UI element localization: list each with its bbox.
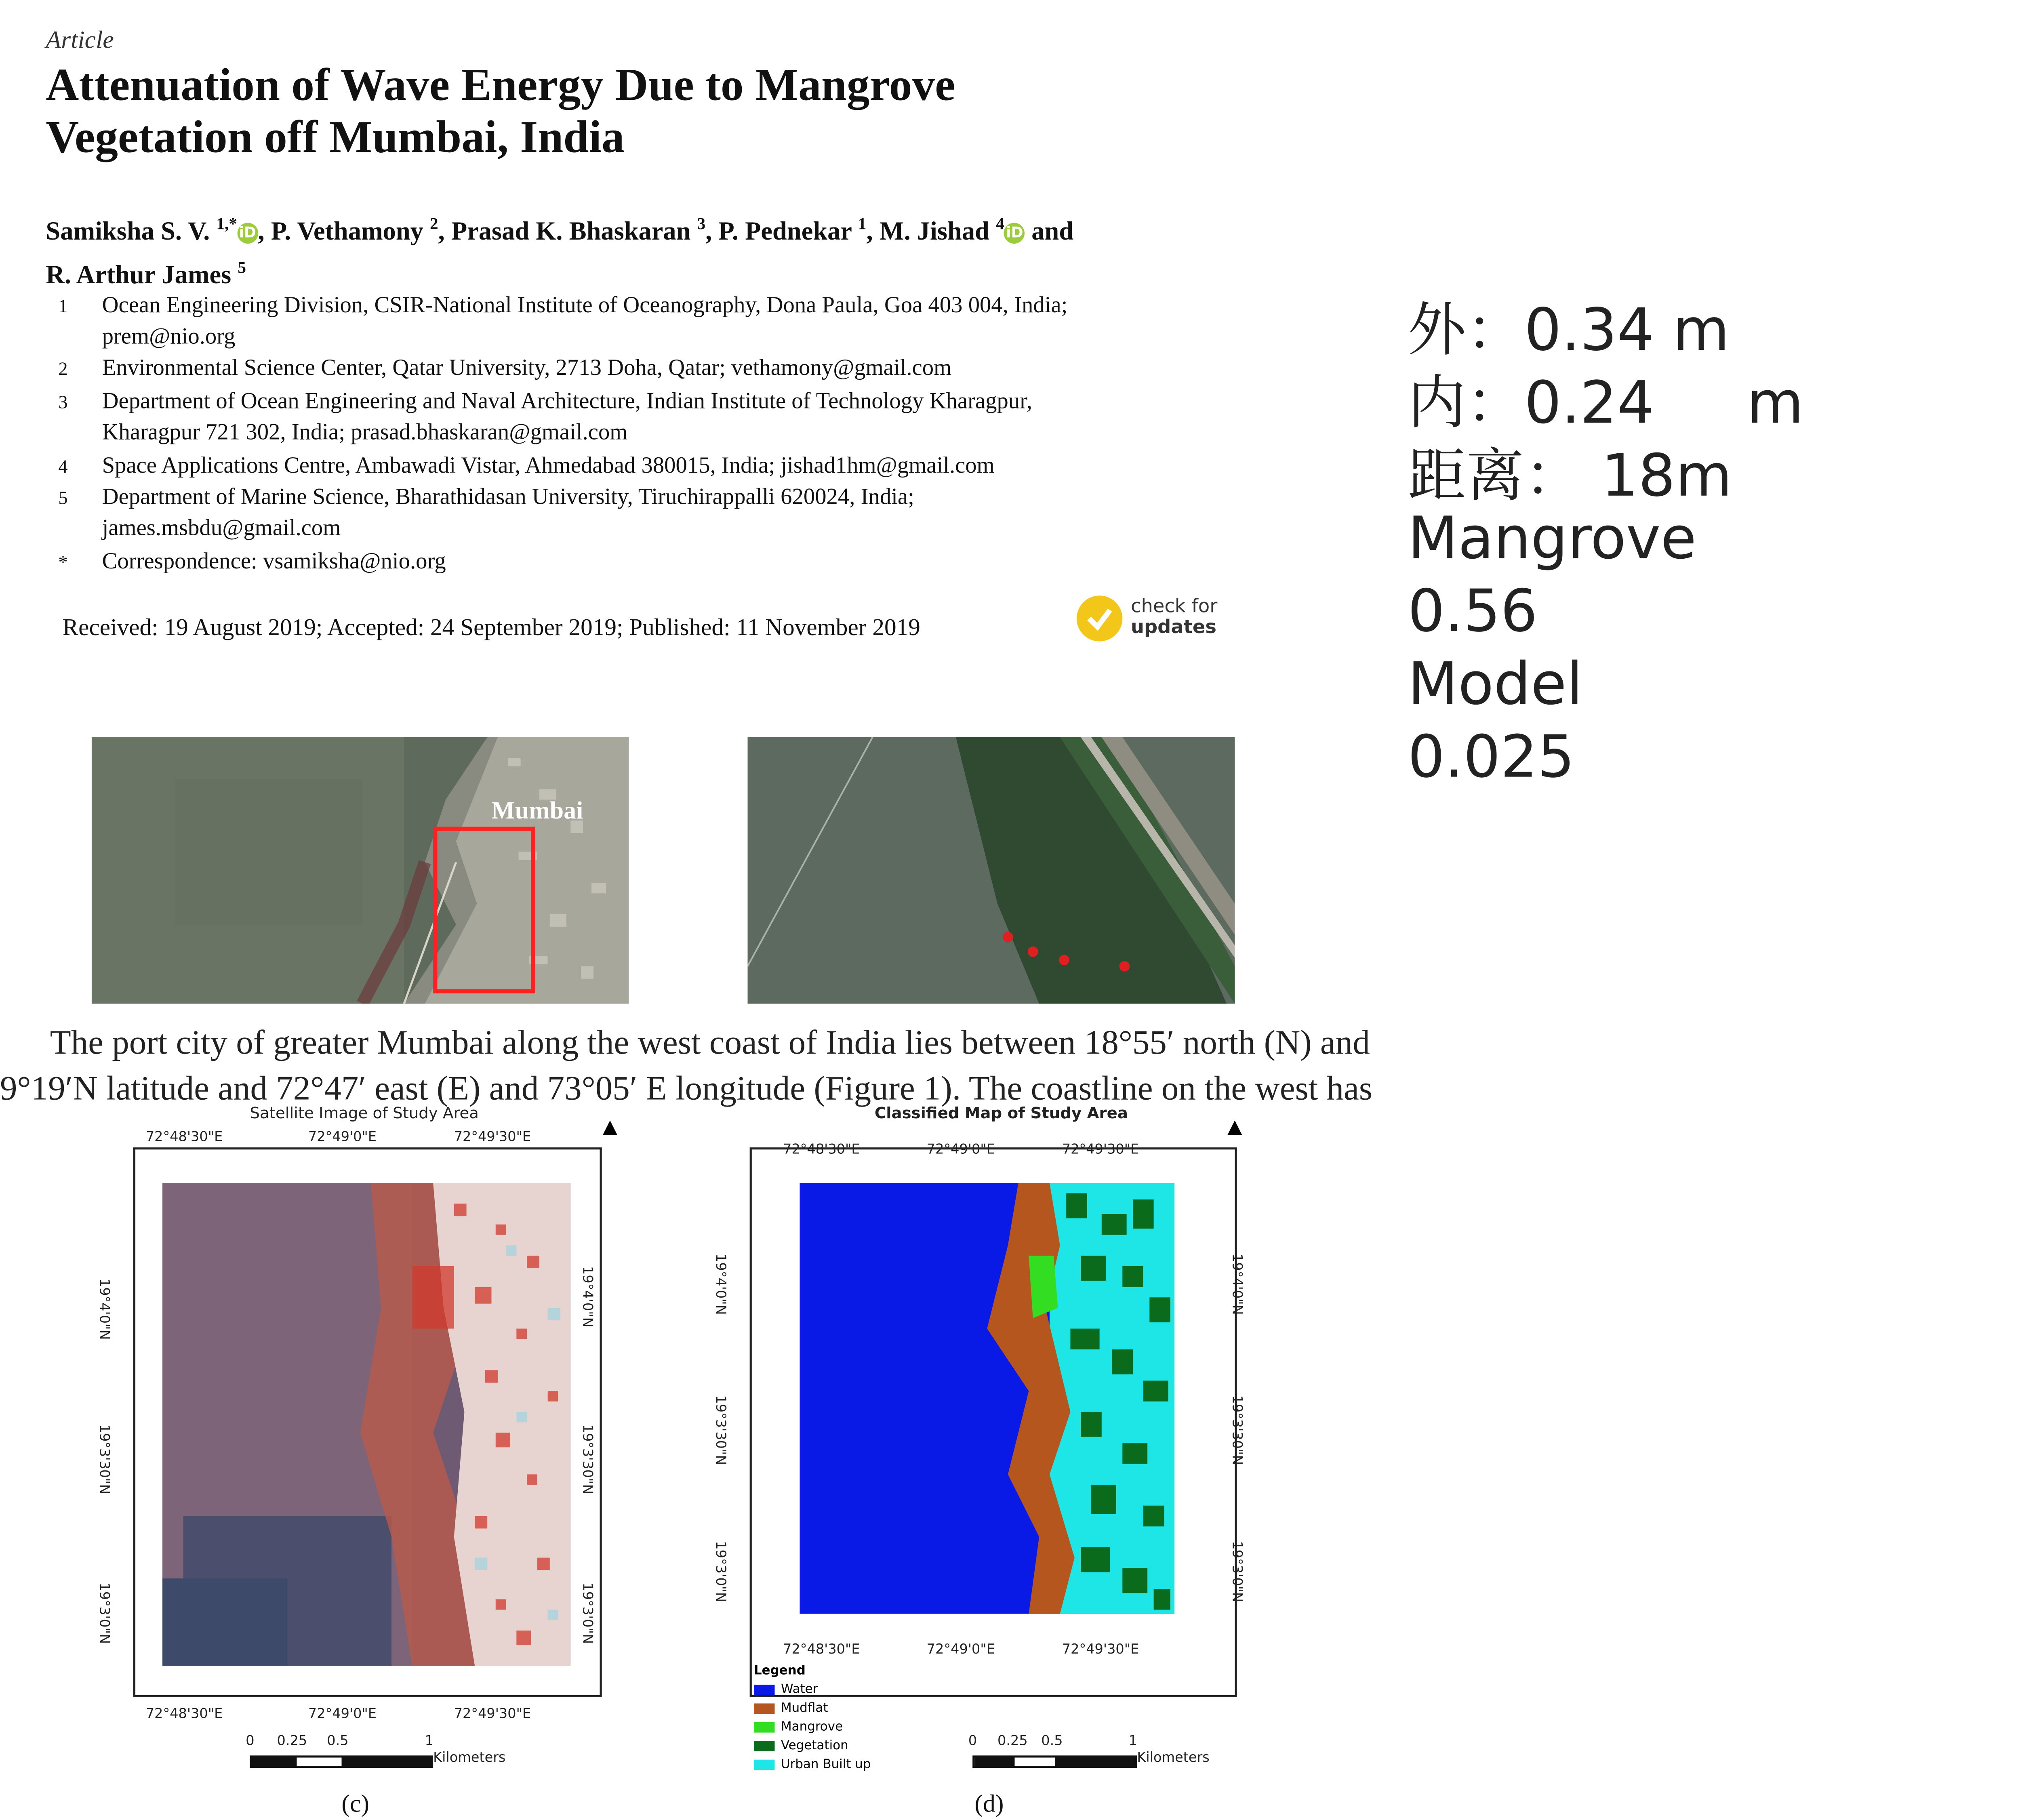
scale-unit: Kilometers xyxy=(1137,1749,1210,1766)
map-title: Satellite Image of Study Area xyxy=(250,1103,479,1123)
author-list xyxy=(46,206,1233,293)
author-affiliation-ref: 3 xyxy=(697,214,706,234)
map-y-tick: 19°3'30"N xyxy=(96,1424,113,1494)
map-y-tick: 19°3'0"N xyxy=(1229,1541,1246,1603)
author-name: , P. Pednekar xyxy=(705,217,852,246)
map-x-tick: 72°48'30"E xyxy=(145,1705,223,1722)
map-title: Classified Map of Study Area xyxy=(874,1103,1128,1123)
affiliation-line: Space Applications Centre, Ambawadi Vistar, Ahmedabad 380015, India; jishad1hm@gmail.com xyxy=(102,454,995,479)
correspondence-item xyxy=(102,548,1227,580)
body-text-line: The port city of greater Mumbai along the west coast of India lies between 18°55′ north (N) and xyxy=(50,1022,1370,1062)
legend-swatch xyxy=(754,1703,775,1714)
scale-bar xyxy=(250,1755,433,1768)
figure-panel-d xyxy=(712,1103,1266,1818)
author-affiliation-ref: 4 xyxy=(996,214,1004,234)
publication-dates: Received: 19 August 2019; Accepted: 24 September 2019; Published: 11 November 2019 xyxy=(62,616,920,642)
affiliation-number: 1 xyxy=(58,295,68,317)
orcid-icon[interactable]: iD xyxy=(237,223,258,244)
affiliation-item xyxy=(102,292,1227,356)
photo-city-label: Mumbai xyxy=(491,795,583,825)
north-arrow-icon: ▲ xyxy=(1222,1112,1248,1141)
scale-tick: 0 xyxy=(246,1732,255,1749)
author-name: , Prasad K. Bhaskaran xyxy=(438,217,691,246)
scale-tick: 1 xyxy=(425,1732,433,1749)
map-y-tick: 19°3'30"N xyxy=(1229,1395,1246,1465)
map-y-tick: 19°3'0"N xyxy=(579,1582,596,1644)
map-y-tick: 19°3'30"N xyxy=(579,1424,596,1494)
legend-label: Water xyxy=(781,1682,818,1697)
map-y-tick: 19°3'0"N xyxy=(96,1582,113,1644)
satellite-photo-mumbai xyxy=(92,737,629,1004)
author-affiliation-ref: 5 xyxy=(238,258,246,277)
affiliation-item xyxy=(102,387,1227,452)
satellite-image-study-area xyxy=(162,1183,570,1666)
map-y-tick: 19°4'0"N xyxy=(1229,1254,1246,1315)
map-x-tick: 72°48'30"E xyxy=(145,1128,223,1146)
figure-panel-label: (c) xyxy=(341,1788,370,1818)
author-name: , P. Vethamony xyxy=(258,217,423,246)
map-x-tick: 72°49'30"E xyxy=(1062,1641,1139,1658)
legend-swatch xyxy=(754,1685,775,1695)
scale-tick: 0.5 xyxy=(327,1732,349,1749)
author-name: , M. Jishad xyxy=(866,217,989,246)
affiliation-line: Ocean Engineering Division, CSIR-National Institute of Oceanography, Dona Paula, Goa 403 004, India; xyxy=(102,293,1068,319)
note-model-value: 0.025 xyxy=(1408,722,1575,791)
legend-swatch xyxy=(754,1722,775,1733)
legend-swatch xyxy=(754,1760,775,1770)
map-x-tick: 72°48'30"E xyxy=(783,1641,860,1658)
map-x-tick: 72°49'0"E xyxy=(308,1128,377,1146)
legend-label: Urban Built up xyxy=(781,1757,871,1772)
figure-panel-c xyxy=(96,1103,635,1818)
map-y-tick: 19°3'30"N xyxy=(712,1395,729,1465)
scale-tick: 0.25 xyxy=(997,1732,1028,1749)
affiliation-number: 4 xyxy=(58,456,68,477)
note-outer-height: 外：0.34 m xyxy=(1408,295,1730,365)
affiliation-line[interactable]: prem@nio.org xyxy=(102,326,236,351)
article-type-label: Article xyxy=(46,25,114,55)
legend-swatch xyxy=(754,1741,775,1751)
affiliation-line: Correspondence: vsamiksha@nio.org xyxy=(102,549,446,575)
map-y-tick: 19°4'0"N xyxy=(712,1254,729,1315)
map-x-tick: 72°49'0"E xyxy=(926,1641,995,1658)
affiliation-number: 2 xyxy=(58,358,68,379)
paper-title xyxy=(46,58,1212,162)
orcid-icon[interactable]: iD xyxy=(1004,223,1025,244)
author-affiliation-ref: 1 xyxy=(858,214,867,234)
title-line-2: Vegetation off Mumbai, India xyxy=(46,110,625,163)
check-updates-line: updates xyxy=(1130,617,1217,638)
affiliation-item xyxy=(102,354,1227,386)
affiliation-line: james.msbdu@gmail.com xyxy=(102,517,341,543)
affiliation-line: Department of Ocean Engineering and Naval Architecture, Indian Institute of Technology Kharagpur, xyxy=(102,389,1033,414)
scale-tick: 0.5 xyxy=(1041,1732,1063,1749)
author-affiliation-ref: 1,* xyxy=(216,214,237,234)
map-y-tick: 19°4'0"N xyxy=(96,1278,113,1340)
title-line-1: Attenuation of Wave Energy Due to Mangrove xyxy=(46,58,955,111)
note-distance: 距离： 18m xyxy=(1408,441,1732,510)
check-updates-label xyxy=(1131,600,1217,640)
map-y-tick: 19°3'0"N xyxy=(712,1541,729,1603)
affiliation-number: 5 xyxy=(58,487,68,508)
body-text-line: 9°19′N latitude and 72°47′ east (E) and 73°05′ E longitude (Figure 1). The coastline on the west has xyxy=(0,1068,1372,1108)
map-x-tick: 72°49'30"E xyxy=(1062,1141,1139,1158)
scale-tick: 1 xyxy=(1128,1732,1138,1749)
author-affiliation-ref: 2 xyxy=(430,214,438,234)
affiliation-line: Kharagpur 721 302, India; prasad.bhaskaran@gmail.com xyxy=(102,421,628,447)
map-x-tick: 72°48'30"E xyxy=(783,1141,860,1158)
map-y-tick: 19°4'0"N xyxy=(579,1266,596,1328)
scale-tick: 0 xyxy=(968,1732,977,1749)
note-mangrove-value: 0.56 xyxy=(1408,577,1538,646)
affiliation-number: 3 xyxy=(58,391,68,412)
check-updates-line: check for xyxy=(1130,598,1218,619)
map-x-tick: 72°49'30"E xyxy=(454,1705,531,1722)
classified-map-study-area xyxy=(800,1183,1174,1614)
note-model-label: Model xyxy=(1408,650,1583,719)
author-name: R. Arthur James xyxy=(46,260,231,290)
map-x-tick: 72°49'0"E xyxy=(308,1705,377,1722)
note-mangrove-label: Mangrove xyxy=(1408,504,1697,573)
scale-bar xyxy=(972,1755,1137,1768)
scale-tick: 0.25 xyxy=(277,1732,307,1749)
affiliation-line: Department of Marine Science, Bharathidasan University, Tiruchirappalli 620024, India; xyxy=(102,485,914,510)
north-arrow-icon: ▲ xyxy=(598,1112,623,1141)
map-x-tick: 72°49'0"E xyxy=(926,1141,995,1158)
correspondence-marker: * xyxy=(58,551,68,573)
affiliation-line: Environmental Science Center, Qatar University, 2713 Doha, Qatar; vethamony@gmail.com xyxy=(102,356,952,381)
note-inner-height: 内：0.24 m xyxy=(1408,368,1804,438)
legend-label: Mudflat xyxy=(781,1701,828,1716)
satellite-photo-study-site xyxy=(748,737,1235,1004)
scale-unit: Kilometers xyxy=(433,1749,506,1766)
legend-label: Mangrove xyxy=(781,1720,843,1735)
map-x-tick: 72°49'30"E xyxy=(454,1128,531,1146)
check-updates-icon xyxy=(1077,595,1122,641)
affiliation-item xyxy=(102,483,1227,547)
affiliation-item xyxy=(102,452,1227,484)
figure-panel-label: (d) xyxy=(974,1788,1004,1818)
author-name: Samiksha S. V. xyxy=(46,217,210,246)
author-conjunction: and xyxy=(1031,217,1074,246)
legend-label: Vegetation xyxy=(781,1739,848,1754)
legend-title: Legend xyxy=(753,1664,806,1679)
